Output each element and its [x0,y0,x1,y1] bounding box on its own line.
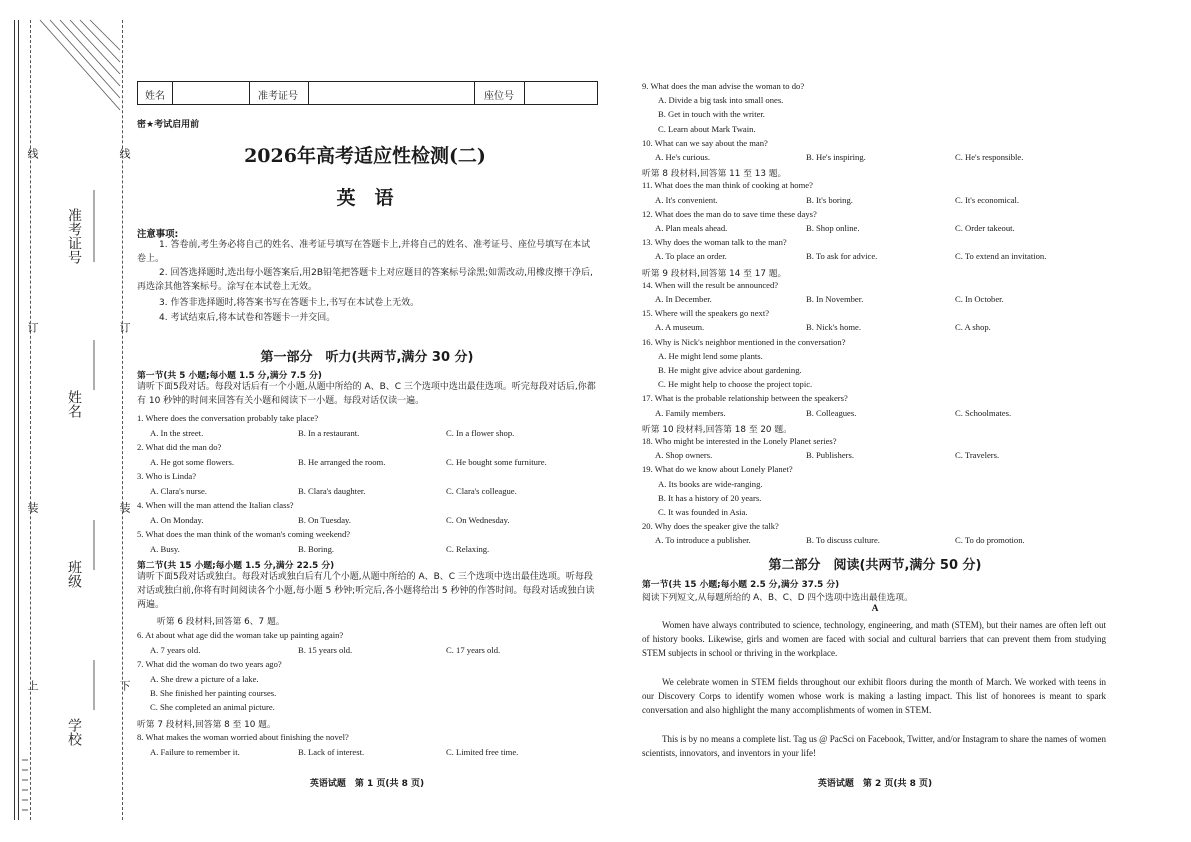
seat-label: 座位号 [484,91,514,102]
q9-option-b[interactable]: B. Get in touch with the writer. [658,109,765,120]
notes-item-3: 3. 作答非选择题时,将答案书写在答题卡上,书写在本试卷上无效。 [159,298,420,308]
q18-option-b[interactable]: B. Publishers. [806,450,854,461]
q11-option-c[interactable]: C. It's economical. [955,194,1020,205]
question-19: 19. What do we know about Lonely Planet? [642,464,793,475]
q11-option-a[interactable]: A. It's convenient. [655,194,718,205]
margin-line-label-inner: 线 [118,148,131,159]
q15-option-c[interactable]: C. A shop. [955,322,991,333]
question-13: 13. Why does the woman talk to the man? [642,237,787,248]
q13-option-b[interactable]: B. To ask for advice. [806,251,878,262]
q13-option-c[interactable]: C. To extend an invitation. [955,251,1047,262]
margin-xia-label: 下 [118,680,131,691]
page-title: 2026年高考适应性检测(二) [244,145,486,167]
q14-option-a[interactable]: A. In December. [655,294,712,304]
q10-option-c[interactable]: C. He's responsible. [955,152,1024,162]
q20-option-b[interactable]: B. To discuss culture. [806,535,880,546]
field-school: 学校 [66,718,82,746]
reading-section1-instructions: 阅读下列短文,从每题所给的 A、B、C、D 四个选项中选出最佳选项。 [642,593,913,603]
field-exam-number: 准考证号 [66,208,82,264]
name-label: 姓名 [145,91,165,102]
question-14: 14. When will the result be announced? [642,279,779,290]
q2-option-a[interactable]: A. He got some flowers. [150,457,235,467]
q8-option-a[interactable]: A. Failure to remember it. [150,747,240,757]
question-10: 10. What can we say about the man? [642,137,768,148]
q19-option-b[interactable]: B. It has a history of 20 years. [658,492,762,503]
q16-option-a[interactable]: A. He might lend some plants. [658,350,763,361]
footer-right: 英语试题 第 2 页(共 8 页) [817,779,933,789]
q9-option-a[interactable]: A. Divide a big task into small ones. [658,95,784,106]
q19-option-c[interactable]: C. It was founded in Asia. [658,507,748,517]
margin-ding-label: 订 [26,322,39,333]
q18-option-a[interactable]: A. Shop owners. [655,450,713,461]
passage-para-3: This is by no means a complete list. Tag us @ PacSci on Facebook, Twitter, and/or Instagram to share the names of women scientists, innovators, and inventors in your life! [642,734,1106,758]
material-10: 听第 10 段材料,回答第 18 至 20 题。 [642,424,792,435]
material-7: 听第 7 段材料,回答第 8 至 10 题。 [137,720,276,730]
header-bar [137,81,598,105]
margin-zhuang-label: 装 [26,502,39,513]
question-4: 4. When will the man attend the Italian class? [137,500,294,510]
field-class: 班级 [66,560,82,588]
binding-margin [0,0,135,842]
part1-title: 第一部分 听力(共两节,满分 30 分) [260,350,474,365]
q4-option-c[interactable]: C. On Wednesday. [446,515,510,525]
section2-heading: 第二节(共 15 小题;每小题 1.5 分,满分 22.5 分) [137,561,335,571]
margin-zhuang-label-inner: 装 [118,502,131,513]
q3-option-a[interactable]: A. Clara's nurse. [150,486,207,496]
seat-input[interactable] [525,82,597,104]
name-input[interactable] [173,82,248,104]
q8-option-c[interactable]: C. Limited free time. [446,747,519,757]
q3-option-b[interactable]: B. Clara's daughter. [298,486,366,496]
q14-option-c[interactable]: C. In October. [955,294,1004,304]
question-20: 20. Why does the speaker give the talk? [642,521,779,532]
question-15: 15. Where will the speakers go next? [642,308,770,319]
section1-instructions: 请听下面5段对话。每段对话后有一个小题,从题中所给的 A、B、C 三个选项中选出最佳选项。听完每段对话后,你都有 10 秒钟的时间来回答有关小题和阅读下一小题。每段对话仅读一遍。 [137,382,596,406]
question-17: 17. What is the probable relationship between the speakers? [642,393,848,404]
q6-option-c[interactable]: C. 17 years old. [446,645,501,655]
q14-option-b[interactable]: B. In November. [806,294,864,304]
subject-title: 英 语 [336,187,394,209]
question-2: 2. What did the man do? [137,442,222,452]
passage-para-2: We celebrate women in STEM fields throughout our exhibit floors during the month of March. We worked with teens in our Discovery Corps to identify women whose work is making a lasting impact. This list of honorees is meant to spark conversation and also highlight the many accomplishments of women in STEM. [642,677,1106,715]
notes-heading: 注意事项: [137,229,179,240]
passage-para-1: Women have always contributed to science, technology, engineering, and math (STEM), but their names are often left out of history books. Likewise, girls and women are faced with social and cultural barriers that can prevent them from studying STEM subjects in school or thriving in the workplace. [642,620,1106,658]
notes-item-2: 2. 回答选择题时,选出每小题答案后,用2B铅笔把答题卡上对应题目的答案标号涂黑;如需改动,用橡皮擦干净后,再选涂其他答案标号。涂写在本试卷上无效。 [137,268,593,292]
margin-diagonals [0,0,135,842]
q7-option-a[interactable]: A. She drew a picture of a lake. [150,674,259,684]
question-1: 1. Where does the conversation probably take place? [137,413,319,423]
q15-option-b[interactable]: B. Nick's home. [806,322,862,333]
q16-option-c[interactable]: C. He might help to choose the project topic. [658,379,813,390]
q9-option-c[interactable]: C. Learn about Mark Twain. [658,123,756,134]
q4-option-a[interactable]: A. On Monday. [150,515,204,525]
exam-no-input[interactable] [309,82,474,104]
reading-section1-heading: 第一节(共 15 小题;每小题 2.5 分,满分 37.5 分) [642,580,840,590]
question-11: 11. What does the man think of cooking at home? [642,180,813,191]
q1-option-a[interactable]: A. In the street. [150,428,204,438]
q10-option-a[interactable]: A. He's curious. [655,152,711,162]
margin-line-label: 线 [26,148,39,159]
question-3: 3. Who is Linda? [137,471,197,481]
q6-option-b[interactable]: B. 15 years old. [298,645,353,655]
section2-instructions: 请听下面5段对话或独白。每段对话或独白后有几个小题,从题中所给的 A、B、C 三个选项中选出最佳选项。听每段对话或独白前,你将有时间阅读各个小题,每小题 5 秒钟;听完后,各小题将给出 5 秒钟的作答时间。每段对话或独白读两遍。 [137,572,595,610]
question-6: 6. At about what age did the woman take up painting again? [137,630,344,640]
q5-option-a[interactable]: A. Busy. [150,544,180,554]
q17-option-c[interactable]: C. Schoolmates. [955,407,1012,418]
material-8: 听第 8 段材料,回答第 11 至 13 题。 [642,169,787,180]
q12-option-c[interactable]: C. Order takeout. [955,223,1015,233]
question-7: 7. What did the woman do two years ago? [137,659,282,669]
margin-ding-label-inner: 订 [118,322,131,333]
q12-option-b[interactable]: B. Shop online. [806,223,860,233]
q17-option-a[interactable]: A. Family members. [655,407,726,418]
header-divider-2 [249,82,250,104]
q11-option-b[interactable]: B. It's boring. [806,194,853,205]
question-9: 9. What does the man advise the woman to do? [642,81,805,91]
q10-option-b[interactable]: B. He's inspiring. [806,152,866,162]
q18-option-c[interactable]: C. Travelers. [955,450,1000,461]
q12-option-a[interactable]: A. Plan meals ahead. [655,223,728,233]
q17-option-b[interactable]: B. Colleagues. [806,407,857,418]
question-8: 8. What makes the woman worried about finishing the novel? [137,732,349,742]
q16-option-b[interactable]: B. He might give advice about gardening. [658,365,802,375]
q7-option-b[interactable]: B. She finished her painting courses. [150,688,277,698]
q19-option-a[interactable]: A. Its books are wide-ranging. [658,478,763,489]
exam-no-label: 准考证号 [258,91,298,102]
q1-option-b[interactable]: B. In a restaurant. [298,428,360,438]
margin-shang-label: 上 [26,680,39,691]
question-12: 12. What does the man do to save time these days? [642,208,817,219]
secret-tag: 密★考试启用前 [137,120,200,130]
q5-option-c[interactable]: C. Relaxing. [446,544,490,554]
material-6: 听第 6 段材料,回答第 6、7 题。 [157,617,285,627]
q6-option-a[interactable]: A. 7 years old. [150,645,201,655]
field-name: 姓名 [66,390,82,418]
notes-item-4: 4. 考试结束后,将本试卷和答题卡一并交回。 [159,313,336,323]
notes-item-1: 1. 答卷前,考生务必将自己的姓名、准考证号填写在答题卡上,并将自己的姓名、准考证号、座位号填写在本试卷上。 [137,240,591,264]
q2-option-b[interactable]: B. He arranged the room. [298,457,386,467]
question-16: 16. Why is Nick's neighbor mentioned in the conversation? [642,336,846,347]
q4-option-b[interactable]: B. On Tuesday. [298,515,351,525]
q3-option-c[interactable]: C. Clara's colleague. [446,486,517,496]
passage-letter: A [871,604,879,614]
section1-heading: 第一节(共 5 小题;每小题 1.5 分,满分 7.5 分) [137,371,322,381]
q5-option-b[interactable]: B. Boring. [298,544,335,554]
q20-option-a[interactable]: A. To introduce a publisher. [655,535,751,546]
q2-option-c[interactable]: C. He bought some furniture. [446,457,547,467]
q15-option-a[interactable]: A. A museum. [655,322,705,333]
q7-option-c[interactable]: C. She completed an animal picture. [150,702,275,712]
footer-left: 英语试题 第 1 页(共 8 页) [309,779,425,789]
part2-title: 第二部分 阅读(共两节,满分 50 分) [768,558,982,573]
q20-option-c[interactable]: C. To do promotion. [955,535,1025,546]
q8-option-b[interactable]: B. Lack of interest. [298,747,365,757]
question-5: 5. What does the man think of the woman's coming weekend? [137,529,351,539]
question-18: 18. Who might be interested in the Lonely Planet series? [642,436,837,446]
header-divider-4 [474,82,475,104]
q1-option-c[interactable]: C. In a flower shop. [446,428,515,438]
material-9: 听第 9 段材料,回答第 14 至 17 题。 [642,268,787,279]
q13-option-a[interactable]: A. To place an order. [655,251,727,262]
